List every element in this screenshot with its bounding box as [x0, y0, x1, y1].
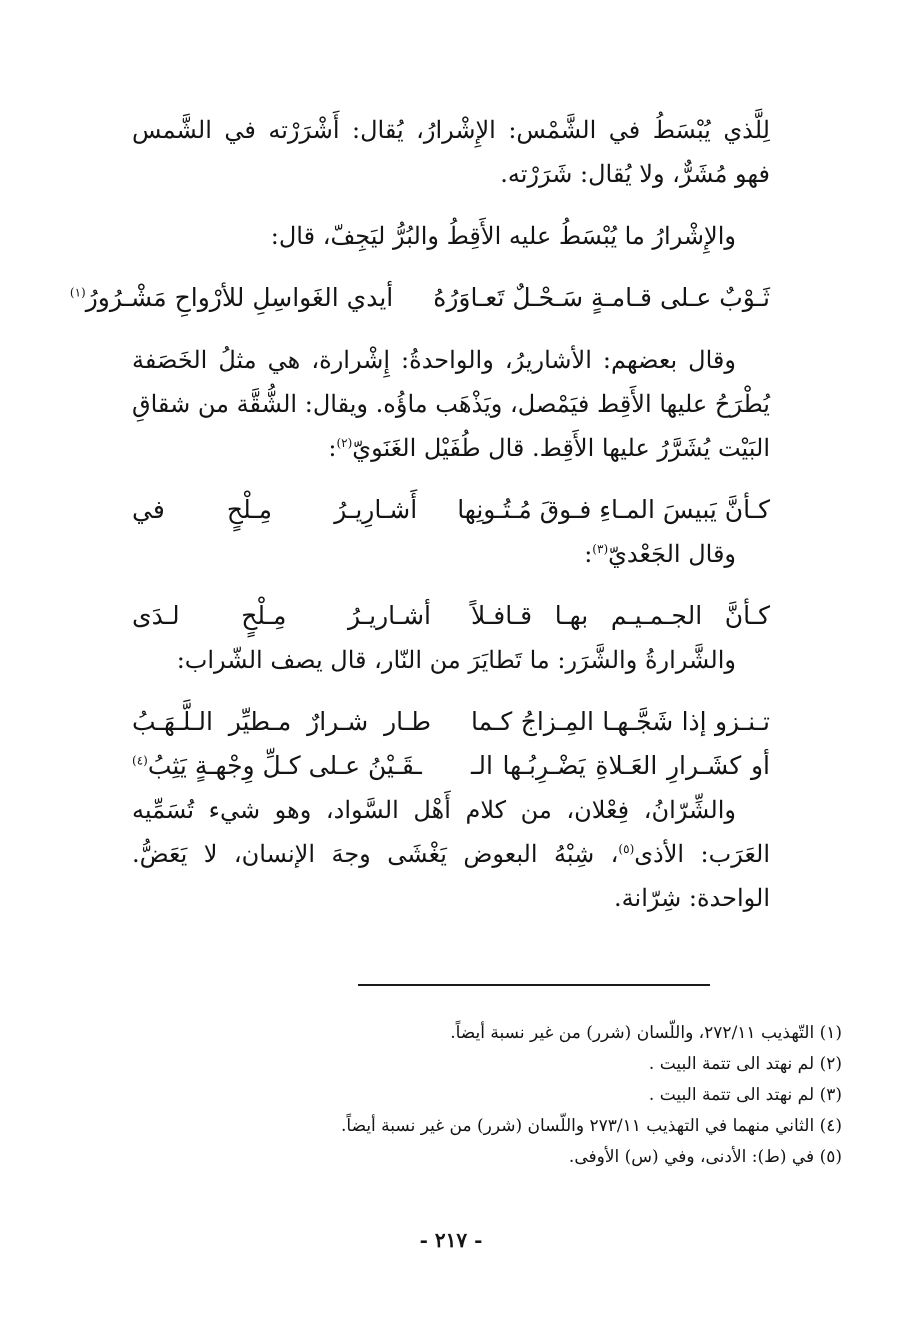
verse-5-first-hemistich: أو كشَـرارِ العَـلاةِ يَضْـرِبُـها الـ	[471, 751, 770, 780]
footnote-2: (٢) لم نهتد الى تتمة البيت .	[648, 1054, 842, 1074]
verse-2-second-hemistich: أَشـارِيـرُ مِـلْحٍ في	[132, 495, 418, 524]
verse-1-footnote-marker: (١)	[69, 285, 86, 300]
paragraph-1-text: لِلَّذي يُبْسَطُ في الشَّمْس: الإِشْرارُ، يُقال: أَشْرَرْته في الشَّمس فهو مُشَرٌّ، ولا يُقال: شَرَرْته.	[132, 116, 770, 188]
paragraph-6-end: ، شِبْهُ البعوض يَغْشَى وجهَ الإنسان، لا يَعَضُّ. الواحدة: شِرّانة.	[132, 840, 770, 912]
paragraph-6-text: والشِّرّانُ، فِعْلان، من كلام أَهْل السَّواد، وهو شيء تُسَمِّيه العَرَب: الأذى	[132, 796, 771, 868]
verse-4-second-hemistich: طـار شـرارٌ مـطيِّر الـلَّـهَـبُ	[132, 707, 431, 736]
verse-4	[132, 700, 770, 744]
verse-2	[132, 488, 770, 532]
main-text	[69, 108, 771, 920]
verse-1	[69, 276, 770, 320]
paragraph-4	[132, 532, 770, 576]
footnote-separator	[358, 984, 710, 986]
verse-5-second-hemistich	[132, 744, 431, 788]
verse-4-first-hemistich: تـنـزو إذا شَجَّـهـا المِـزاجُ كـما	[471, 707, 770, 736]
footnote-4: (٤) الثاني منهما في التهذيب ٢٧٣/١١ واللّسان (شرر) من غير نسبة أيضاً.	[341, 1116, 842, 1136]
paragraph-2-text: والإِشْرارُ ما يُبْسَطُ عليه الأَقِطُ والبُرُّ ليَجِفّ، قال:	[270, 222, 736, 250]
paragraph-5	[132, 638, 770, 682]
verse-5	[132, 744, 770, 788]
paragraph-3	[132, 338, 770, 470]
footnote-1: (١) التّهذيب ٢٧٢/١١، واللّسان (شرر) من غير نسبة أيضاً.	[450, 1023, 842, 1043]
verse-2-first-hemistich: كـأنَّ يَبيسَ المـاءِ فـوقَ مُـتُـونِها	[457, 495, 770, 524]
paragraph-6-footnote-marker: (٥)	[618, 842, 635, 856]
verse-5-footnote-marker: (٤)	[132, 753, 148, 768]
paragraph-1	[132, 108, 770, 196]
footnote-3: (٣) لم نهتد الى تتمة البيت .	[648, 1085, 842, 1105]
paragraph-5-text: والشَّرارةُ والشَّرَر: ما تَطايَرَ من النّار، قال يصف الشّراب:	[176, 646, 736, 674]
footnote-5: (٥) في (ط): الأدنى، وفي (س) الأوفى.	[568, 1147, 842, 1167]
paragraph-3-text: وقال بعضهم: الأشاريرُ، والواحدةُ: إِشْرارة، هي مثلُ الخَصَفة يُطْرَحُ عليها الأَقِط فيَمْصل، ويَذْهَب ماؤُه. ويقال: الشُّقَّة من شقاقِ البَيْت يُشَرَّرُ عليها الأَقِط. قال طُفَيْل الغَنَويّ	[132, 346, 770, 462]
paragraph-4-end: :	[584, 540, 593, 568]
verse-3-second-hemistich: أشـاريـرُ مِـلْحٍ لـدَى	[132, 601, 431, 630]
verse-1-second-hemistich	[70, 276, 393, 320]
paragraph-2	[132, 214, 770, 258]
paragraph-4-text: وقال الجَعْديّ	[608, 540, 736, 568]
verse-3	[132, 594, 770, 638]
verse-5-second-text: ـقَـيْنُ عـلى كـلِّ وِجْهـةٍ يَثِبُ	[147, 751, 422, 780]
paragraph-3-end: :	[328, 434, 337, 462]
verse-1-first-hemistich: ثَـوْبٌ عـلى قـامـةٍ سَـحْـلٌ تَعـاوَرُهُ	[433, 283, 770, 312]
footnotes	[60, 1018, 842, 1173]
verse-3-first-hemistich: كـأنَّ الجـمـيـم بهـا قـافـلاً	[471, 601, 770, 630]
page-number: - ٢١٧ -	[419, 1228, 483, 1252]
paragraph-4-footnote-marker: (٣)	[592, 542, 609, 556]
paragraph-3-footnote-marker: (٢)	[336, 436, 353, 450]
verse-1-second-text: أيدي الغَواسِلِ للأرْواحِ مَشْـرُورُ	[85, 283, 394, 312]
paragraph-6	[132, 788, 770, 920]
